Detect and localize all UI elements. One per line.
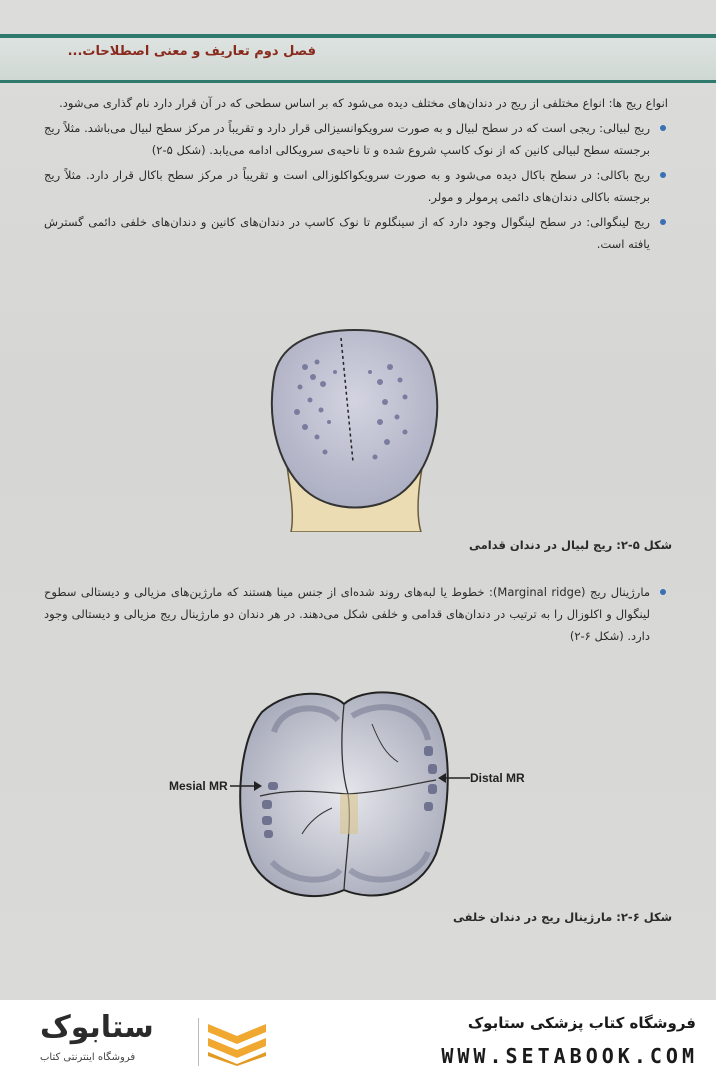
shop-name: فروشگاه کتاب پزشکی ستابوک	[467, 1014, 696, 1032]
list-item-lingual-ridge	[44, 211, 668, 255]
shop-url[interactable]: WWW.SETABOOK.COM	[441, 1044, 698, 1068]
figure-1-caption: شکل ۵-۲: ریج لبیال در دندان قدامی	[469, 538, 672, 552]
book-logo-icon	[206, 1018, 268, 1066]
figure-2-caption: شکل ۶-۲: مارژینال ریج در دندان خلفی	[453, 910, 672, 924]
footer-banner	[0, 1000, 716, 1079]
anterior-tooth-illustration	[255, 322, 455, 532]
marginal-ridge-section	[44, 578, 668, 647]
list-item-labial-ridge	[44, 117, 668, 161]
arrow-left-icon	[438, 771, 470, 785]
distal-mr-label: Distal MR	[470, 771, 525, 785]
posterior-tooth-illustration	[222, 684, 462, 906]
ridge-types-section	[44, 92, 668, 255]
intro-paragraph: انواع ریج ها: انواع مختلفی از ریج در دندان‌های مختلف دیده می‌شود که بر اساس سطحی که در آن قرار دارد نام گذاری می‌شود.	[59, 96, 668, 110]
bullet-icon	[660, 172, 666, 178]
list-item-buccal-ridge	[44, 164, 668, 208]
arrow-right-icon	[230, 779, 262, 793]
list-item-text: ریج لبیالی: ریجی است که در سطح لبیال و به صورت سرویکوانسیزالی قرار دارد و تقریباً در مرکز سطح لبیال می‌باشد. مثلاً ریج برجسته سطح لبیالی کانین که از نوک کاسپ شروع شده و تا ناحیه‌ی سرویکالی ادامه می‌یابد. (شکل ۵-۲)	[44, 121, 650, 157]
mesial-mr-label: Mesial MR	[169, 779, 228, 793]
chapter-header-title: فصل دوم تعاریف و معنی اصطلاحات...	[67, 44, 316, 59]
bullet-icon	[660, 125, 666, 131]
logo-divider	[198, 1018, 199, 1066]
bullet-icon	[660, 589, 666, 595]
logo-subtitle: فروشگاه اینترنتی کتاب	[40, 1052, 136, 1063]
list-item-text: ریج باکالی: در سطح باکال دیده می‌شود و به صورت سرویکواکلوزالی است و تقریباً در مرکز سطح باکال قرار دارد. مثلاً ریج برجسته باکالی دندان‌های دائمی پرمولر و مولر.	[44, 168, 650, 204]
list-item-marginal-ridge	[44, 581, 668, 647]
bullet-icon	[660, 219, 666, 225]
list-item-text: ریج لینگوالی: در سطح لینگوال وجود دارد که از سینگلوم تا نوک کاسپ در دندان‌های کانین و دندان‌های خلفی دائمی گسترش یافته است.	[44, 215, 650, 251]
logo-text: ستابوک	[40, 1010, 154, 1045]
list-item-text: مارژینال ریج (Marginal ridge): خطوط یا لبه‌های روند شده‌ای از جنس مینا هستند که مارژین‌های مزیالی و دیستالی سطوح لینگوال و اکلوزال را به ترتیب در دندان‌های قدامی و خلفی شکل می‌دهند. در هر دندان دو مارژینال ریج مزیالی و دیستالی وجود دارد. (شکل ۶-۲)	[44, 585, 650, 643]
